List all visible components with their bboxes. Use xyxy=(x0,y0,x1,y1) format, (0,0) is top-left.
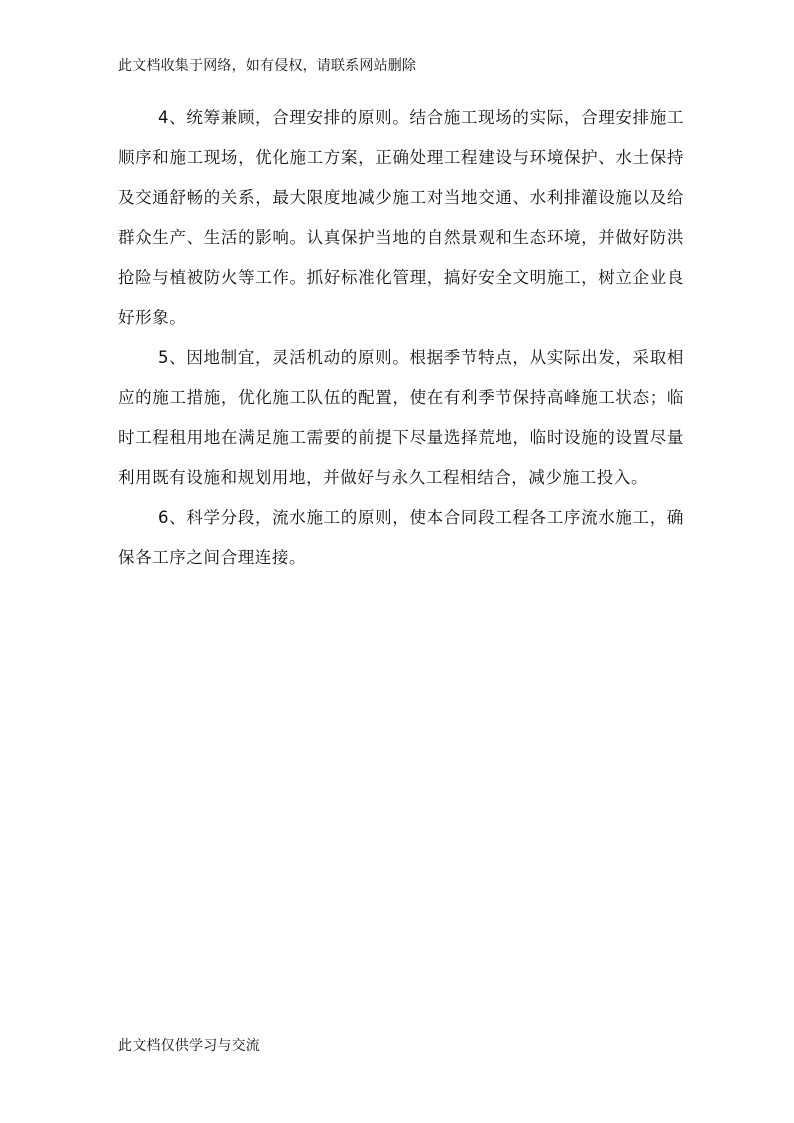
paragraph-principle-6: 6、科学分段，流水施工的原则，使本合同段工程各工序流水施工，确保各工序之间合理连接。 xyxy=(118,508,684,567)
paragraph-principle-5: 5、因地制宜，灵活机动的原则。根据季节特点，从实际出发，采取相应的施工措施，优化施工队伍的配置，使在有利季节保持高峰施工状态；临时工程租用地在满足施工需要的前提下尽量选择荒地，临时设施的设置尽量利用既有设施和规划用地，并做好与永久工程相结合，减少施工投入。 xyxy=(118,348,684,487)
paragraph-principle-4: 4、统筹兼顾，合理安排的原则。结合施工现场的实际，合理安排施工顺序和施工现场，优化施工方案，正确处理工程建设与环境保护、水土保持及交通舒畅的关系，最大限度地减少施工对当地交通、水利排灌设施以及给群众生产、生活的影响。认真保护当地的自然景观和生态环境，并做好防洪抢险与植被防火等工作。抓好标准化管理，搞好安全文明施工，树立企业良好形象。 xyxy=(118,108,684,327)
document-body xyxy=(118,98,684,578)
footer-disclaimer: 此文档仅供学习与交流 xyxy=(118,1038,260,1054)
header-disclaimer: 此文档收集于网络，如有侵权，请联系网站删除 xyxy=(118,58,417,74)
